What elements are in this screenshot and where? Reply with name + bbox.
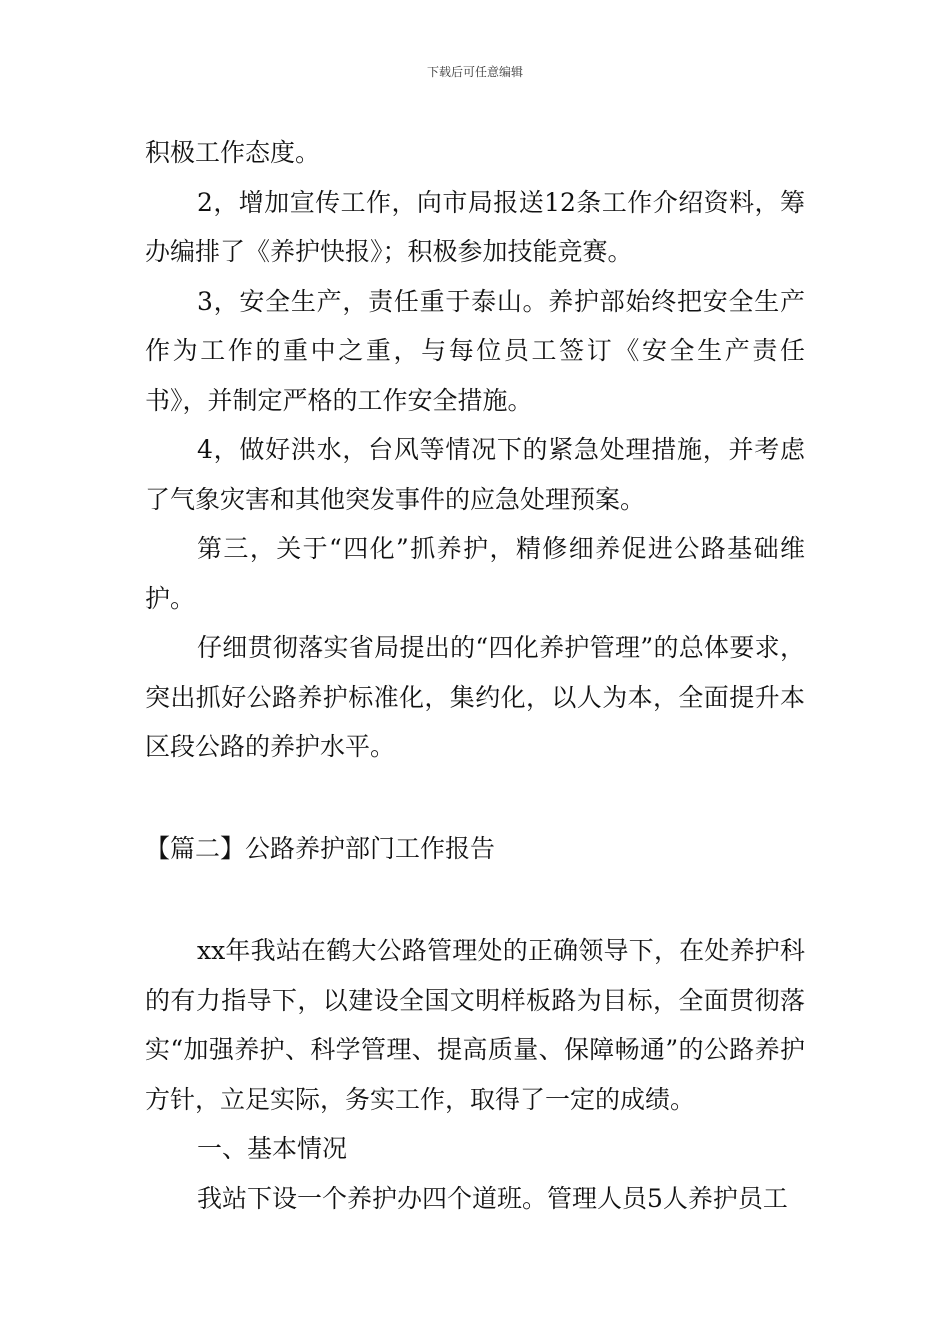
paragraph: 积极工作态度。 bbox=[145, 138, 321, 167]
paragraph: 仔细贯彻落实省局提出的“四化养护管理”的总体要求，突出抓好公路养护标准化，集约化，以人为本，全面提升本区段公路的养护水平。 bbox=[145, 633, 805, 761]
paragraph: 3，安全生产，责任重于泰山。养护部始终把安全生产作为工作的重中之重，与每位员工签订《安全生产责任书》，并制定严格的工作安全措施。 bbox=[145, 286, 805, 415]
section-title: 【篇二】公路养护部门工作报告 bbox=[145, 833, 496, 863]
page-header-note: 下载后可任意编辑 bbox=[426, 65, 523, 79]
paragraph: 我站下设一个养护办四个道班。管理人员5人养护员工 bbox=[197, 1183, 788, 1213]
paragraph: 第三，关于“四化”抓养护，精修细养促进公路基础维护。 bbox=[145, 534, 805, 613]
paragraph: 4，做好洪水，台风等情况下的紧急处理措施，并考虑了气象灾害和其他突发事件的应急处理预案。 bbox=[145, 435, 805, 514]
paragraph: 2，增加宣传工作，向市局报送12条工作介绍资料，筹办编排了《养护快报》；积极参加技能竞赛。 bbox=[145, 187, 805, 266]
subheading: 一、基本情况 bbox=[197, 1134, 348, 1163]
document-body bbox=[145, 128, 805, 1223]
paragraph: xx年我站在鹤大公路管理处的正确领导下，在处养护科的有力指导下，以建设全国文明样板路为目标，全面贯彻落实“加强养护、科学管理、提高质量、保障畅通”的公路养护方针，立足实际，务实工作，取得了一定的成绩。 bbox=[145, 936, 805, 1114]
